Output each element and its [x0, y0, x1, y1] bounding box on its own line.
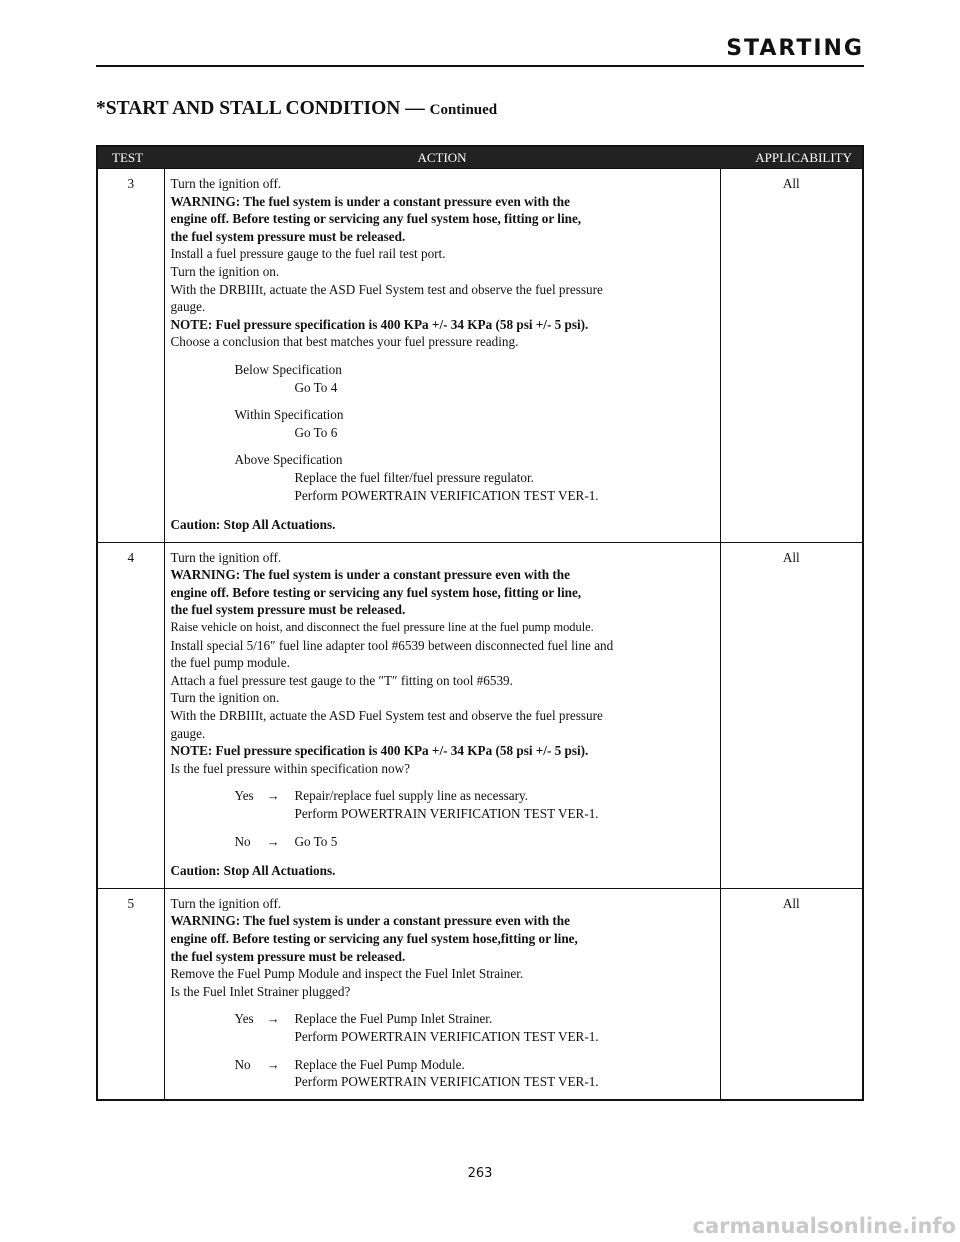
- header-test: TEST: [97, 146, 164, 169]
- table-header-row: [97, 146, 863, 169]
- answer-result: Replace the Fuel Pump Inlet Strainer.: [294, 1011, 493, 1027]
- applicability-cell: All: [720, 542, 863, 888]
- section-title: STARTING: [726, 36, 864, 61]
- table-row: [97, 169, 863, 543]
- answer-result: Perform POWERTRAIN VERIFICATION TEST VER-1.: [294, 1028, 599, 1044]
- heading-title: *START AND STALL CONDITION —: [96, 98, 425, 119]
- action-line: Remove the Fuel Pump Module and inspect the Fuel Inlet Strainer.: [170, 966, 524, 982]
- answer-result: Perform POWERTRAIN VERIFICATION TEST VER-1.: [294, 1074, 599, 1090]
- action-line: Install a fuel pressure gauge to the fuel rail test port.: [170, 246, 446, 262]
- warning-line: engine off. Before testing or servicing any fuel system hose, fitting or line,: [170, 211, 582, 227]
- action-line: Turn the ignition on.: [170, 690, 280, 706]
- warning-line: the fuel system pressure must be released.: [170, 948, 406, 964]
- answer-no: [171, 1056, 714, 1091]
- answer-label: Yes: [234, 788, 254, 804]
- action-line: With the DRBIIIt, actuate the ASD Fuel System test and observe the fuel pressure: [170, 281, 603, 297]
- action-line: gauge.: [170, 725, 206, 741]
- table-row: [97, 888, 863, 1099]
- action-line: With the DRBIIIt, actuate the ASD Fuel System test and observe the fuel pressure: [170, 708, 603, 724]
- test-number: 5: [97, 888, 164, 1099]
- warning-line: engine off. Before testing or servicing any fuel system hose,fitting or line,: [170, 930, 578, 946]
- warning-line: WARNING: The fuel system is under a constant pressure even with the: [170, 193, 570, 209]
- note-line: NOTE: Fuel pressure specification is 400 KPa +/- 34 KPa (58 psi +/- 5 psi).: [170, 743, 589, 759]
- option-result: Go To 6: [294, 424, 338, 440]
- action-line: Install special 5/16″ fuel line adapter tool #6539 between disconnected fuel line and: [170, 637, 614, 653]
- arrow-icon: →: [266, 1011, 280, 1027]
- option-label: Below Specification: [234, 361, 342, 377]
- option-result: Perform POWERTRAIN VERIFICATION TEST VER-1.: [294, 487, 599, 503]
- answer-label: Yes: [234, 1011, 254, 1027]
- option-label: Above Specification: [234, 452, 343, 468]
- warning-line: the fuel system pressure must be released.: [170, 602, 406, 618]
- answer-no: [171, 833, 714, 851]
- header-action: ACTION: [164, 146, 720, 169]
- note-line: NOTE: Fuel pressure specification is 400 KPa +/- 34 KPa (58 psi +/- 5 psi).: [170, 316, 589, 332]
- answer-result: Perform POWERTRAIN VERIFICATION TEST VER-1.: [294, 806, 599, 821]
- arrow-icon: →: [266, 788, 280, 804]
- applicability-cell: All: [720, 888, 863, 1099]
- answer-result: Repair/replace fuel supply line as necessary.: [294, 788, 528, 804]
- action-line: Is the Fuel Inlet Strainer plugged?: [170, 983, 351, 999]
- option-result: Go To 4: [294, 379, 338, 395]
- conclusion-option: [171, 451, 714, 504]
- warning-line: WARNING: The fuel system is under a constant pressure even with the: [170, 913, 570, 929]
- action-line: Attach a fuel pressure test gauge to the ″T″ fitting on tool #6539.: [170, 672, 513, 688]
- conclusion-option: [171, 406, 714, 441]
- answer-yes: [171, 787, 714, 822]
- caution-text: Caution: Stop All Actuations.: [170, 863, 336, 879]
- action-cell: [164, 169, 720, 543]
- action-line: Raise vehicle on hoist, and disconnect the fuel pressure line at the fuel pump module.: [170, 620, 594, 635]
- answer-result: Go To 5: [294, 833, 338, 849]
- option-result: Replace the fuel filter/fuel pressure regulator.: [294, 469, 534, 485]
- answer-yes: [171, 1010, 714, 1045]
- action-line: Turn the ignition off.: [170, 549, 282, 565]
- warning-line: WARNING: The fuel system is under a constant pressure even with the: [170, 567, 570, 583]
- watermark: carmanualsonline.info: [692, 1214, 956, 1238]
- table-row: [97, 542, 863, 888]
- action-cell: [164, 542, 720, 888]
- action-line: Turn the ignition off.: [170, 176, 282, 191]
- warning-line: the fuel system pressure must be released.: [170, 228, 406, 244]
- conclusion-option: [171, 361, 714, 396]
- action-line: gauge.: [170, 299, 206, 315]
- test-number: 3: [97, 169, 164, 543]
- page-number: 263: [467, 1166, 493, 1181]
- arrow-icon: →: [266, 833, 280, 849]
- applicability-cell: All: [720, 169, 863, 543]
- answer-label: No: [234, 833, 251, 849]
- page-heading: [96, 98, 497, 120]
- heading-continued: Continued: [429, 102, 498, 118]
- warning-line: engine off. Before testing or servicing any fuel system hose, fitting or line,: [170, 584, 582, 600]
- top-rule: [96, 65, 864, 67]
- option-label: Within Specification: [234, 407, 344, 423]
- header-applicability: APPLICABILITY: [720, 146, 863, 169]
- action-line: Is the fuel pressure within specification now?: [170, 760, 410, 776]
- arrow-icon: →: [266, 1056, 280, 1072]
- action-line: Choose a conclusion that best matches your fuel pressure reading.: [170, 334, 519, 350]
- action-cell: [164, 888, 720, 1099]
- action-line: Turn the ignition off.: [170, 895, 282, 911]
- answer-result: Replace the Fuel Pump Module.: [294, 1056, 465, 1072]
- action-line: Turn the ignition on.: [170, 263, 280, 279]
- procedure-table: [96, 145, 864, 1101]
- test-number: 4: [97, 542, 164, 888]
- answer-label: No: [234, 1056, 251, 1072]
- action-line: the fuel pump module.: [170, 655, 290, 671]
- caution-text: Caution: Stop All Actuations.: [170, 517, 336, 533]
